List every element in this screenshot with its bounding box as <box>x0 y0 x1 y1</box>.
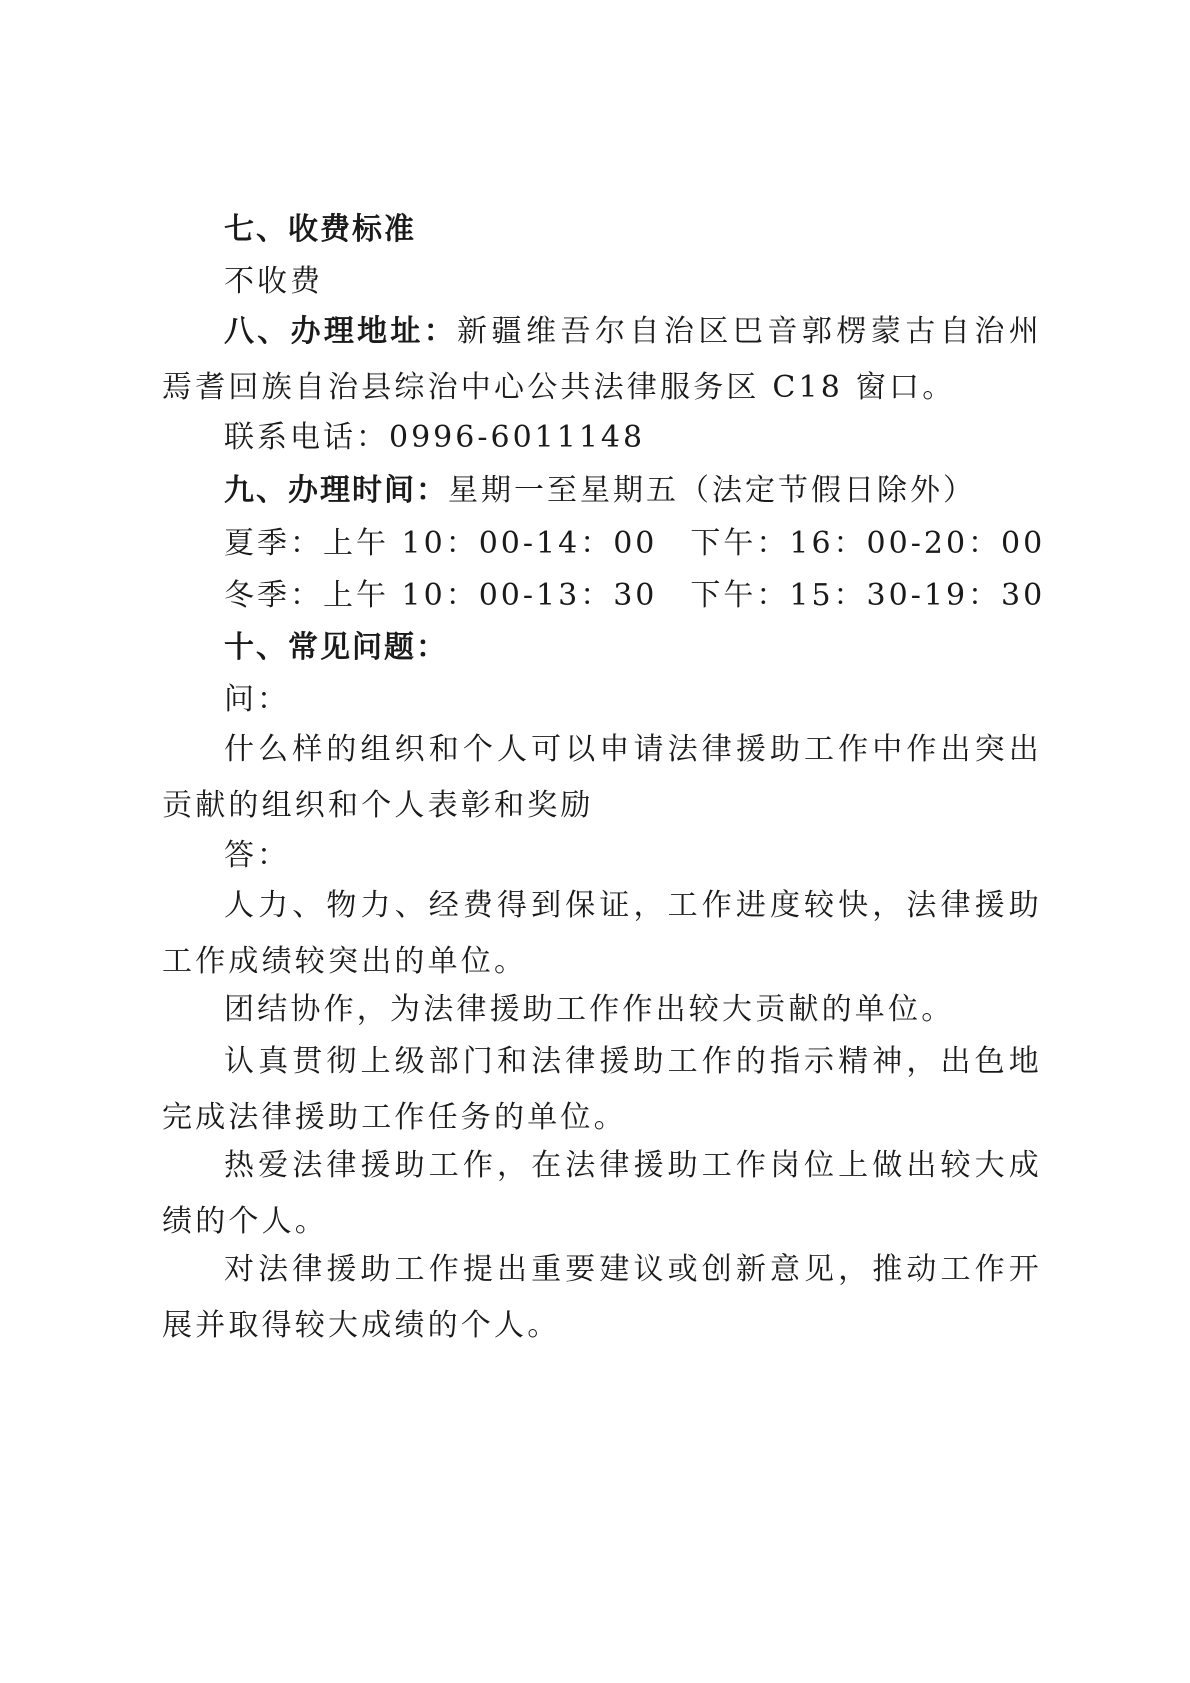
answer-item: 人力、物力、经费得到保证，工作进度较快，法律援助工作成绩较突出的单位。 <box>162 888 1042 979</box>
section-8-address-paragraph <box>162 304 1042 416</box>
answer-label: 答： <box>224 838 290 873</box>
section-9-winter-hours: 冬季：上午 10：00-13：30 下午：15：30-19：30 <box>224 578 1046 613</box>
section-10-heading: 十、常见问题： <box>224 630 448 665</box>
section-9-summer-hours: 夏季：上午 10：00-14：00 下午：16：00-20：00 <box>224 526 1046 561</box>
question-label: 问： <box>224 682 290 717</box>
section-9-days: 星期一至星期五（法定节假日除外） <box>448 473 976 508</box>
section-7-content: 不收费 <box>224 264 323 299</box>
section-8-heading: 八、办理地址： <box>224 314 458 349</box>
answer-item: 对法律援助工作提出重要建议或创新意见，推动工作开展并取得较大成绩的个人。 <box>162 1252 1042 1343</box>
question-text: 什么样的组织和个人可以申请法律援助工作中作出突出贡献的组织和个人表彰和奖励 <box>162 732 1042 823</box>
answer-item: 认真贯彻上级部门和法律援助工作的指示精神，出色地完成法律援助工作任务的单位。 <box>162 1044 1042 1135</box>
section-9-heading: 九、办理时间： <box>224 473 448 508</box>
section-9-days-line <box>224 471 976 511</box>
answer-item: 团结协作，为法律援助工作作出较大贡献的单位。 <box>224 992 955 1027</box>
section-7-heading: 七、收费标准 <box>224 212 416 247</box>
section-8-address: 新疆维吾尔自治区巴音郭楞蒙古自治州焉耆回族自治县综治中心公共法律服务区 C18 窗口。 <box>162 314 1043 405</box>
section-8-phone: 联系电话：0996-6011148 <box>224 420 646 455</box>
answer-item: 热爱法律援助工作，在法律援助工作岗位上做出较大成绩的个人。 <box>162 1148 1042 1239</box>
